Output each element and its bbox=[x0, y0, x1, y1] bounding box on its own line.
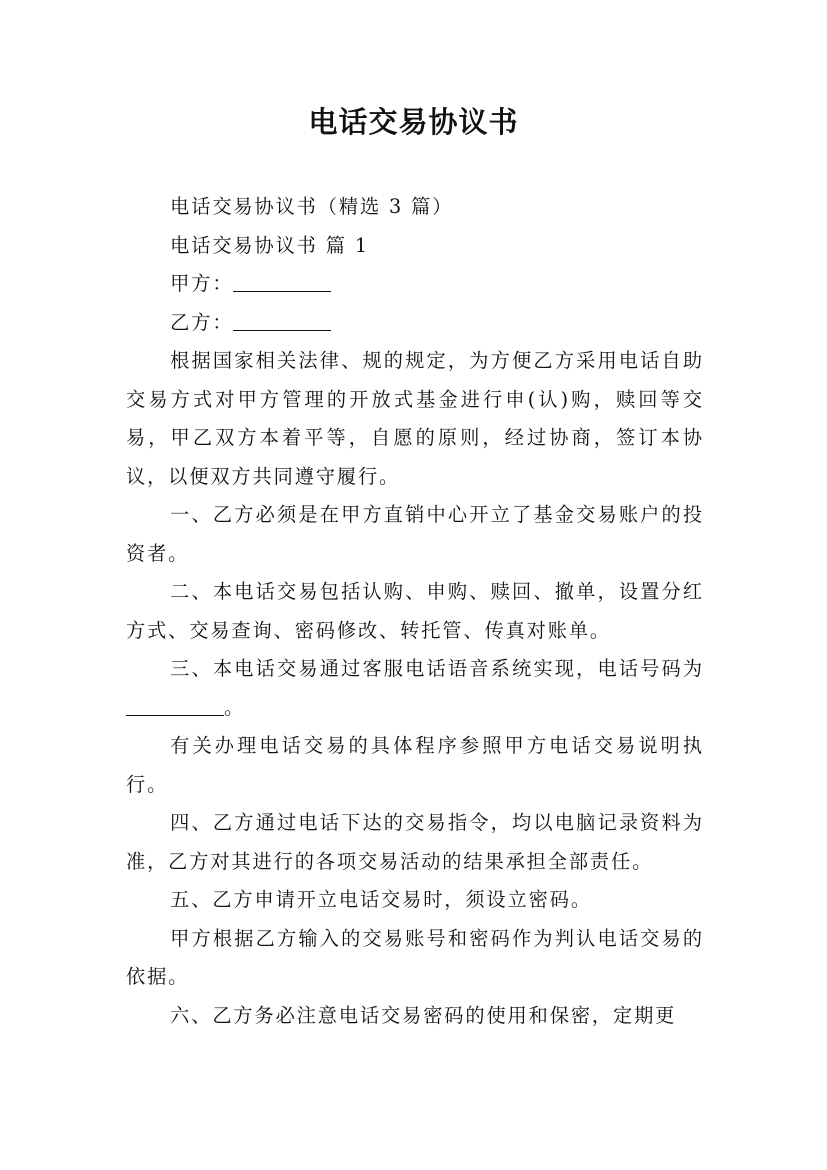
party-b-line bbox=[126, 304, 704, 343]
paragraph-item-6: 六、乙方务必注意电话交易密码的使用和保密，定期更 bbox=[170, 1003, 677, 1027]
item-3-text: 三、本电话交易通过客服电话语音系统实现，电话号码为 bbox=[170, 657, 704, 680]
paragraph-item-3 bbox=[126, 650, 704, 727]
paragraph-item-5: 五、乙方申请开立电话交易时，须设立密码。 bbox=[170, 888, 592, 911]
document-body bbox=[126, 188, 704, 1035]
paragraph-procedure: 有关办理电话交易的具体程序参照甲方电话交易说明执行。 bbox=[126, 734, 704, 796]
party-a-blank bbox=[233, 290, 331, 292]
party-a-line bbox=[126, 265, 704, 304]
item-3-end: 。 bbox=[224, 695, 246, 719]
party-b-blank bbox=[233, 329, 331, 331]
section-title: 电话交易协议书 篇 1 bbox=[170, 233, 369, 257]
document-subtitle: 电话交易协议书（精选 3 篇） bbox=[170, 195, 454, 218]
paragraph-item-1: 一、乙方必须是在甲方直销中心开立了基金交易账户的投资者。 bbox=[126, 503, 704, 565]
party-a-label: 甲方： bbox=[170, 272, 234, 295]
party-b-label: 乙方： bbox=[170, 310, 234, 334]
phone-number-blank bbox=[126, 714, 224, 716]
paragraph-password-basis: 甲方根据乙方输入的交易账号和密码作为判认电话交易的依据。 bbox=[126, 926, 704, 988]
paragraph-item-2: 二、本电话交易包括认购、申购、赎回、撤单，设置分红方式、交易查询、密码修改、转托管、传真对账单。 bbox=[126, 580, 704, 642]
paragraph-item-4: 四、乙方通过电话下达的交易指令，均以电脑记录资料为准，乙方对其进行的各项交易活动的结果承担全部责任。 bbox=[126, 811, 704, 873]
document-title: 电话交易协议书 bbox=[308, 105, 519, 139]
paragraph-preamble: 根据国家相关法律、规的规定，为方便乙方采用电话自助交易方式对甲方管理的开放式基金进行申(认)购，赎回等交易，甲乙双方本着平等，自愿的原则，经过协商，签订本协议，以便双方共同遵守履行。 bbox=[126, 349, 704, 488]
